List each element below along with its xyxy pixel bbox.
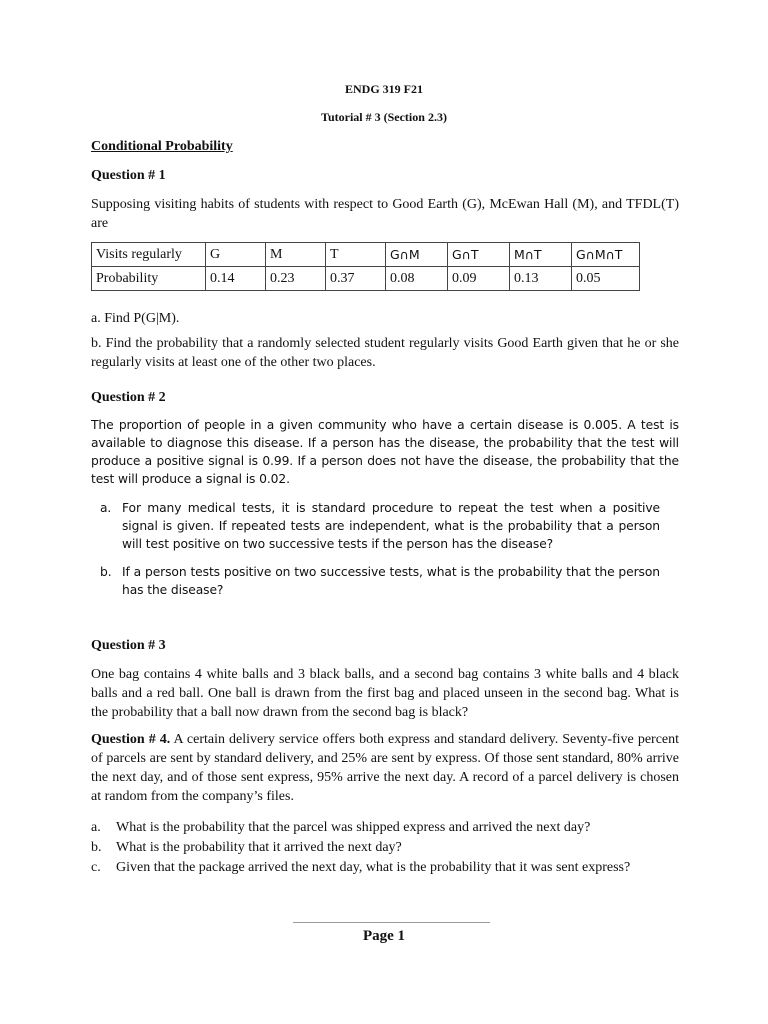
table-cell: G∩M xyxy=(386,243,448,267)
list-item-text: If a person tests positive on two successive tests, what is the probability that the person has the disease? xyxy=(122,565,660,597)
question-4-parts xyxy=(91,818,691,878)
question-3-body: One bag contains 4 white balls and 3 black balls, and a second bag contains 3 white balls and 4 black balls and a red ball. One ball is drawn from the first bag and placed unseen in the second bag. What is the probability that a ball now drawn from the second bag is black? xyxy=(91,667,679,720)
list-marker: a. xyxy=(100,501,112,515)
table-cell: Visits regularly xyxy=(92,243,206,267)
list-item xyxy=(100,563,660,599)
question-4-heading: Question # 4. xyxy=(91,732,171,747)
question-4-body: A certain delivery service offers both express and standard delivery. Seventy-five percent of parcels are sent by standard delivery, and 25% are sent by express. Of those sent standard, 80% arrive the next day, and of those sent express, 95% arrive the next day. A record of a parcel delivery is chosen at random from the company’s files. xyxy=(91,732,680,804)
page-number: Page 1 xyxy=(362,928,406,944)
table-cell: 0.05 xyxy=(572,267,640,291)
table-cell: 0.09 xyxy=(448,267,510,291)
list-marker: c. xyxy=(91,860,101,875)
list-marker: b. xyxy=(91,840,102,855)
question-1-heading: Question # 1 xyxy=(91,168,166,183)
list-marker: a. xyxy=(91,820,101,835)
table-cell: T xyxy=(326,243,386,267)
table-cell: 0.08 xyxy=(386,267,448,291)
table-cell: 0.37 xyxy=(326,267,386,291)
question-4-paragraph xyxy=(91,730,679,806)
question-3-heading: Question # 3 xyxy=(91,638,166,653)
question-1-part-a: a. Find P(G|M). xyxy=(91,311,180,326)
question-2-body: The proportion of people in a given community who have a certain disease is 0.005. A test is available to diagnose this disease. If a person has the disease, the probability that the test will produce a positive signal is 0.99. If a person does not have the disease, the probability that the test will produce a signal is 0.02. xyxy=(91,418,679,486)
table-cell: G∩M∩T xyxy=(572,243,640,267)
question-2-heading: Question # 2 xyxy=(91,390,166,405)
list-item xyxy=(91,858,691,878)
course-code: ENDG 319 F21 xyxy=(345,82,423,96)
table-cell: 0.23 xyxy=(266,267,326,291)
list-item xyxy=(91,818,691,838)
list-item-text: Given that the package arrived the next day, what is the probability that it was sent express? xyxy=(116,860,631,875)
table-row xyxy=(92,267,640,291)
list-item-text: What is the probability that the parcel was shipped express and arrived the next day? xyxy=(116,820,591,835)
probability-table xyxy=(91,242,640,291)
question-1-intro: Supposing visiting habits of students with respect to Good Earth (G), McEwan Hall (M), and TFDL(T) are xyxy=(91,197,679,231)
question-2-parts xyxy=(100,499,660,599)
table-cell: 0.13 xyxy=(510,267,572,291)
table-cell: G xyxy=(206,243,266,267)
list-item-text: What is the probability that it arrived the next day? xyxy=(116,840,402,855)
table-cell: Probability xyxy=(92,267,206,291)
footer-divider xyxy=(293,922,490,923)
list-item xyxy=(100,499,660,553)
table-cell: 0.14 xyxy=(206,267,266,291)
list-item xyxy=(91,838,691,858)
section-title: Conditional Probability xyxy=(91,139,233,154)
table-cell: M xyxy=(266,243,326,267)
list-item-text: For many medical tests, it is standard procedure to repeat the test when a positive signal is given. If repeated tests are independent, what is the probability that a person will test positive on two successive tests if the person has the disease? xyxy=(122,501,660,551)
table-cell: M∩T xyxy=(510,243,572,267)
table-row xyxy=(92,243,640,267)
table-cell: G∩T xyxy=(448,243,510,267)
question-1-part-b: b. Find the probability that a randomly selected student regularly visits Good Earth given that he or she regularly visits at least one of the other two places. xyxy=(91,336,679,370)
tutorial-title: Tutorial # 3 (Section 2.3) xyxy=(321,110,447,124)
list-marker: b. xyxy=(100,565,112,579)
